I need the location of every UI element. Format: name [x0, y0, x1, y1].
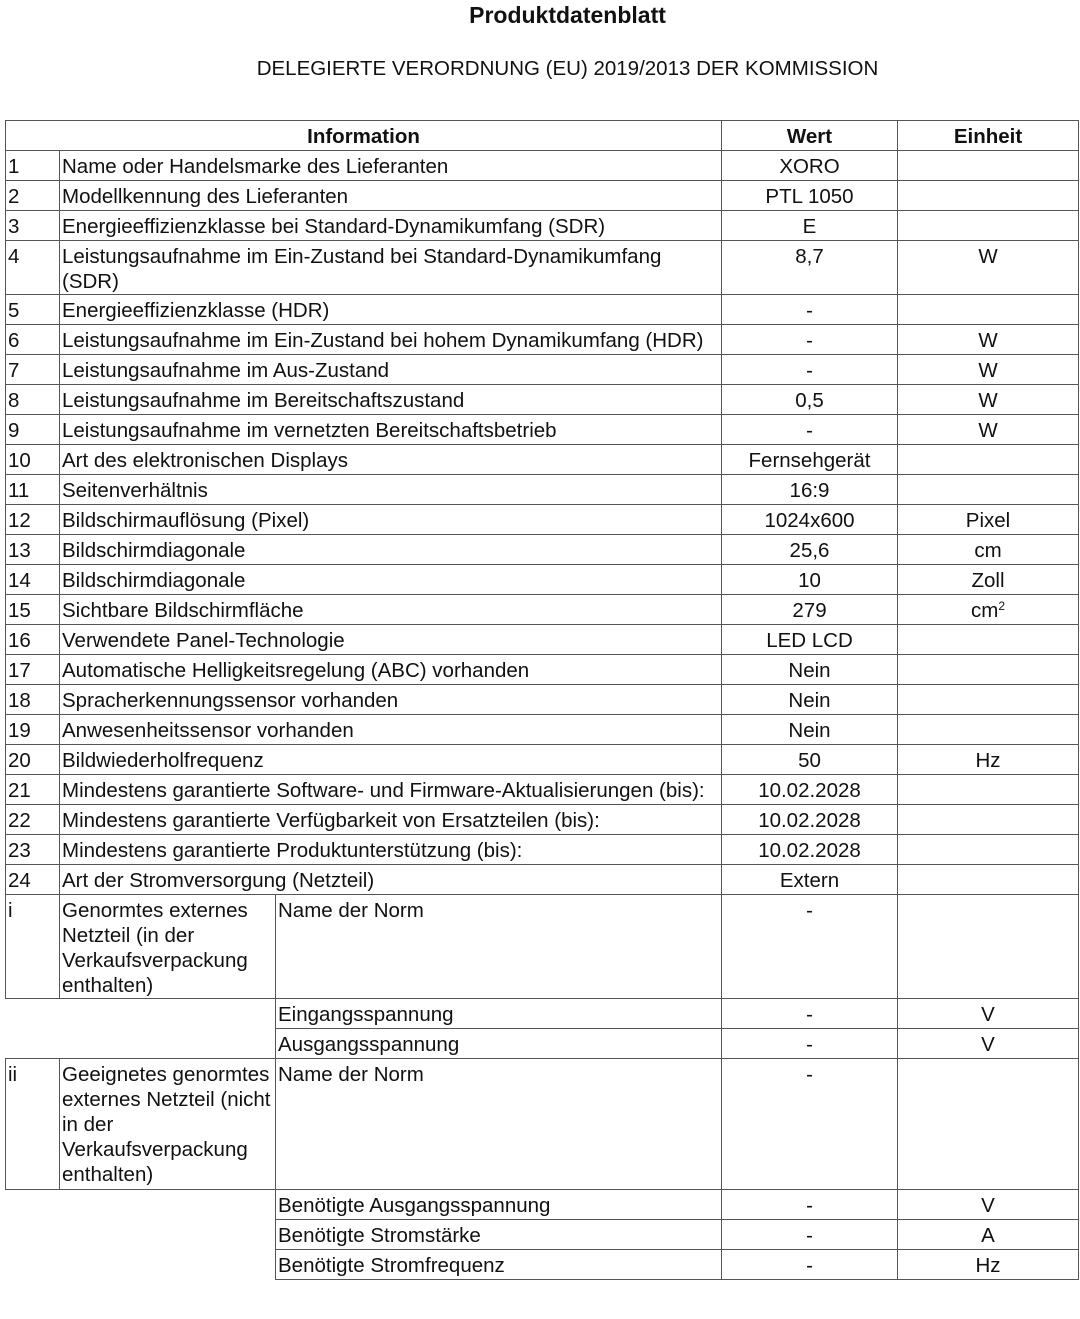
row-unit [898, 151, 1079, 181]
row-label: Art der Stromversorgung (Netzteil) [60, 865, 722, 895]
row-number: 24 [6, 865, 60, 895]
row-number: 3 [6, 211, 60, 241]
psu-i-sub-label: Eingangsspannung [276, 999, 722, 1029]
psu-i-subrow [6, 1029, 1079, 1059]
table-row [6, 505, 1079, 535]
row-label: Mindestens garantierte Produktunterstützung (bis): [60, 835, 722, 865]
product-data-table [5, 120, 1079, 1280]
row-unit [898, 595, 1079, 625]
row-number: 4 [6, 241, 60, 295]
psu-i-sub-unit: V [898, 1029, 1079, 1059]
empty-cell [6, 1220, 60, 1250]
row-value: - [722, 325, 898, 355]
row-number: 10 [6, 445, 60, 475]
row-value: 10.02.2028 [722, 835, 898, 865]
row-value: Fernsehgerät [722, 445, 898, 475]
psu-ii-sub-value: - [722, 1190, 898, 1220]
row-value: - [722, 355, 898, 385]
psu-i-row [6, 895, 1079, 999]
row-label: Mindestens garantierte Software- und Firmware-Aktualisierungen (bis): [60, 775, 722, 805]
table-row [6, 445, 1079, 475]
table-row [6, 835, 1079, 865]
table-row [6, 625, 1079, 655]
row-label: Leistungsaufnahme im vernetzten Bereitschaftsbetrieb [60, 415, 722, 445]
row-number: 12 [6, 505, 60, 535]
row-label: Anwesenheitssensor vorhanden [60, 715, 722, 745]
row-value: 0,5 [722, 385, 898, 415]
table-row [6, 745, 1079, 775]
document-subtitle: DELEGIERTE VERORDNUNG (EU) 2019/2013 DER KOMMISSION [256, 57, 879, 80]
row-label: Bildschirmdiagonale [60, 565, 722, 595]
psu-ii-sub-label: Benötigte Stromfrequenz [276, 1250, 722, 1280]
row-label: Art des elektronischen Displays [60, 445, 722, 475]
table-row [6, 181, 1079, 211]
psu-i-subrow [6, 999, 1079, 1029]
row-value: XORO [722, 151, 898, 181]
row-label: Leistungsaufnahme im Ein-Zustand bei hohem Dynamikumfang (HDR) [60, 325, 722, 355]
psu-ii-sub-unit [898, 1059, 1079, 1190]
table-row [6, 775, 1079, 805]
empty-cell [6, 1250, 60, 1280]
psu-ii-sub-unit: Hz [898, 1250, 1079, 1280]
psu-ii-label: Geeignetes genormtes externes Netzteil (nicht in der Verkaufsverpackung enthalten) [60, 1059, 276, 1190]
empty-cell [60, 1029, 276, 1059]
row-unit: Hz [898, 745, 1079, 775]
psu-i-label: Genormtes externes Netzteil (in der Verkaufsverpackung enthalten) [60, 895, 276, 999]
psu-ii-sub-value: - [722, 1250, 898, 1280]
table-row [6, 685, 1079, 715]
table-row [6, 355, 1079, 385]
table-row [6, 415, 1079, 445]
row-unit [898, 211, 1079, 241]
psu-ii-sub-unit: A [898, 1220, 1079, 1250]
table-row [6, 565, 1079, 595]
row-number: 9 [6, 415, 60, 445]
psu-ii-sub-value: - [722, 1059, 898, 1190]
row-number: 13 [6, 535, 60, 565]
table-row [6, 805, 1079, 835]
row-value: 8,7 [722, 241, 898, 295]
row-number: 20 [6, 745, 60, 775]
row-value: 50 [722, 745, 898, 775]
row-value: - [722, 415, 898, 445]
row-unit [898, 835, 1079, 865]
row-unit [898, 715, 1079, 745]
psu-ii-subrow [6, 1220, 1079, 1250]
row-unit: W [898, 325, 1079, 355]
row-number: 1 [6, 151, 60, 181]
row-unit [898, 775, 1079, 805]
row-label: Bildwiederholfrequenz [60, 745, 722, 775]
row-number: 18 [6, 685, 60, 715]
row-value: 10.02.2028 [722, 775, 898, 805]
row-label: Seitenverhältnis [60, 475, 722, 505]
row-value: LED LCD [722, 625, 898, 655]
table-row [6, 865, 1079, 895]
row-number: 17 [6, 655, 60, 685]
row-value: 279 [722, 595, 898, 625]
row-number: 11 [6, 475, 60, 505]
psu-ii-sub-label: Benötigte Ausgangsspannung [276, 1190, 722, 1220]
row-unit: W [898, 241, 1079, 295]
table-header-row [6, 121, 1079, 151]
row-label: Bildschirmdiagonale [60, 535, 722, 565]
row-unit [898, 625, 1079, 655]
psu-ii-sub-label: Name der Norm [276, 1059, 722, 1190]
table-row [6, 325, 1079, 355]
psu-i-sub-label: Ausgangsspannung [276, 1029, 722, 1059]
row-number: 19 [6, 715, 60, 745]
row-number: 23 [6, 835, 60, 865]
row-value: 10.02.2028 [722, 805, 898, 835]
row-number: 7 [6, 355, 60, 385]
row-label: Mindestens garantierte Verfügbarkeit von Ersatzteilen (bis): [60, 805, 722, 835]
psu-i-sub-label: Name der Norm [276, 895, 722, 999]
table-row [6, 241, 1079, 295]
row-number: 8 [6, 385, 60, 415]
row-label: Energieeffizienzklasse (HDR) [60, 295, 722, 325]
row-label: Leistungsaufnahme im Bereitschaftszustand [60, 385, 722, 415]
row-number: 2 [6, 181, 60, 211]
row-unit: W [898, 385, 1079, 415]
empty-cell [60, 999, 276, 1029]
table-row [6, 211, 1079, 241]
psu-i-sub-unit: V [898, 999, 1079, 1029]
row-label: Automatische Helligkeitsregelung (ABC) vorhanden [60, 655, 722, 685]
header-information: Information [6, 121, 722, 151]
psu-i-sub-unit [898, 895, 1079, 999]
row-label: Modellkennung des Lieferanten [60, 181, 722, 211]
row-unit: W [898, 355, 1079, 385]
psu-ii-sub-label: Benötigte Stromstärke [276, 1220, 722, 1250]
row-number: 15 [6, 595, 60, 625]
row-label: Leistungsaufnahme im Ein-Zustand bei Standard-Dynamikumfang (SDR) [60, 241, 722, 295]
row-value: Nein [722, 715, 898, 745]
row-label: Energieeffizienzklasse bei Standard-Dynamikumfang (SDR) [60, 211, 722, 241]
row-unit: cm [898, 535, 1079, 565]
row-label: Spracherkennungssensor vorhanden [60, 685, 722, 715]
row-value: E [722, 211, 898, 241]
row-value: 1024x600 [722, 505, 898, 535]
row-unit [898, 445, 1079, 475]
psu-i-sub-value: - [722, 999, 898, 1029]
row-unit [898, 865, 1079, 895]
row-label: Verwendete Panel-Technologie [60, 625, 722, 655]
row-unit [898, 475, 1079, 505]
empty-cell [60, 1220, 276, 1250]
row-value: 25,6 [722, 535, 898, 565]
psu-ii-subrow [6, 1190, 1079, 1220]
row-unit [898, 295, 1079, 325]
row-value: Extern [722, 865, 898, 895]
row-number: 21 [6, 775, 60, 805]
empty-cell [6, 999, 60, 1029]
document-title: Produktdatenblatt [469, 2, 666, 28]
row-label: Name oder Handelsmarke des Lieferanten [60, 151, 722, 181]
empty-cell [60, 1250, 276, 1280]
row-number: 16 [6, 625, 60, 655]
row-label: Leistungsaufnahme im Aus-Zustand [60, 355, 722, 385]
row-value: Nein [722, 655, 898, 685]
table-row [6, 535, 1079, 565]
row-number: 14 [6, 565, 60, 595]
empty-cell [6, 1190, 60, 1220]
table-row [6, 385, 1079, 415]
psu-i-number: i [6, 895, 60, 999]
psu-ii-number: ii [6, 1059, 60, 1190]
row-label: Bildschirmauflösung (Pixel) [60, 505, 722, 535]
psu-i-sub-value: - [722, 1029, 898, 1059]
row-value: Nein [722, 685, 898, 715]
psu-i-sub-value: - [722, 895, 898, 999]
row-unit: W [898, 415, 1079, 445]
psu-ii-sub-unit: V [898, 1190, 1079, 1220]
row-unit: Zoll [898, 565, 1079, 595]
table-row [6, 715, 1079, 745]
row-value: 10 [722, 565, 898, 595]
psu-ii-row [6, 1059, 1079, 1190]
row-number: 22 [6, 805, 60, 835]
table-row [6, 475, 1079, 505]
empty-cell [60, 1190, 276, 1220]
unit-text: cm [970, 599, 999, 622]
row-label: Sichtbare Bildschirmfläche [60, 595, 722, 625]
table-row [6, 655, 1079, 685]
header-unit: Einheit [898, 121, 1079, 151]
row-number: 5 [6, 295, 60, 325]
row-unit [898, 181, 1079, 211]
table-row [6, 295, 1079, 325]
row-value: 16:9 [722, 475, 898, 505]
row-unit [898, 805, 1079, 835]
header-value: Wert [722, 121, 898, 151]
row-unit [898, 685, 1079, 715]
row-value: - [722, 295, 898, 325]
psu-ii-subrow [6, 1250, 1079, 1280]
table-row [6, 151, 1079, 181]
psu-ii-sub-value: - [722, 1220, 898, 1250]
table-row [6, 595, 1079, 625]
empty-cell [6, 1029, 60, 1059]
row-unit [898, 655, 1079, 685]
unit-superscript: 2 [998, 599, 1005, 613]
row-value: PTL 1050 [722, 181, 898, 211]
row-number: 6 [6, 325, 60, 355]
row-unit: Pixel [898, 505, 1079, 535]
